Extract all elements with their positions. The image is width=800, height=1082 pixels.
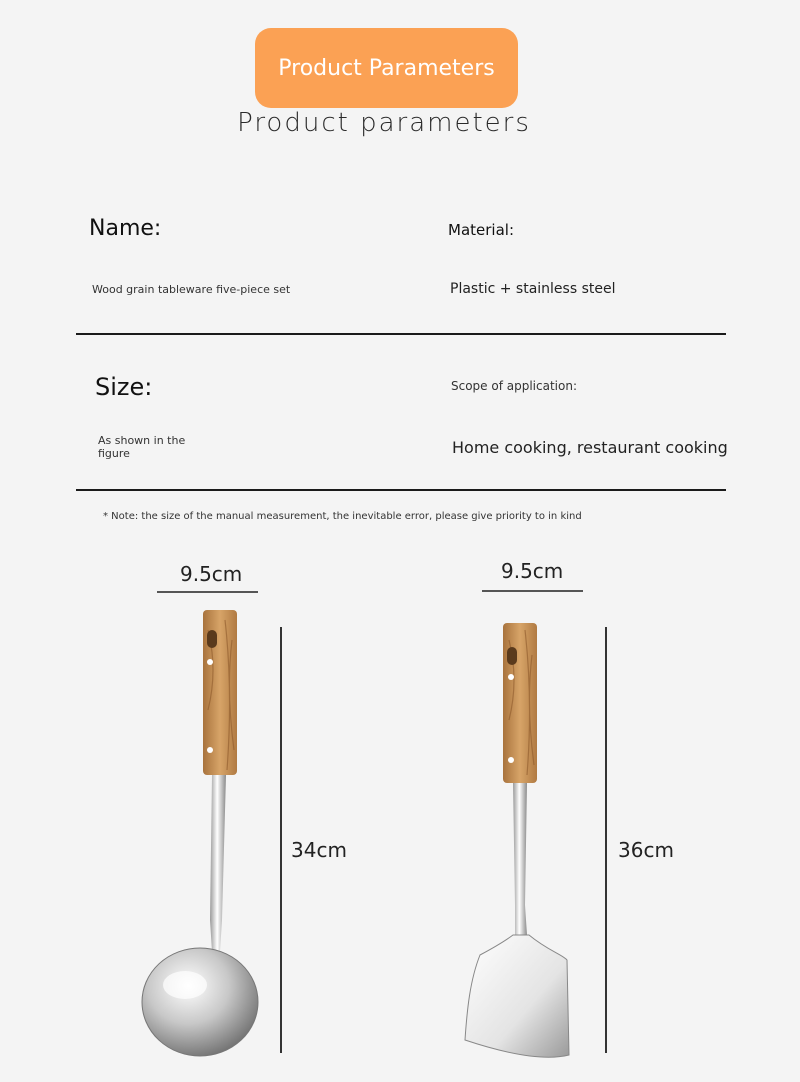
- spatula-width-line: [482, 590, 583, 592]
- ladle-width-label: 9.5cm: [180, 562, 243, 586]
- spatula-length-label: 36cm: [618, 838, 674, 862]
- product-parameters-badge: Product Parameters: [255, 28, 518, 108]
- name-label: Name:: [89, 216, 162, 241]
- name-value: Wood grain tableware five-piece set: [92, 283, 291, 296]
- spatula-width-label: 9.5cm: [501, 559, 564, 583]
- page-title: Product parameters: [237, 108, 531, 138]
- spatula-length-line: [605, 627, 607, 1053]
- scope-label: Scope of application:: [451, 379, 577, 393]
- divider-1: [76, 333, 726, 335]
- ladle-image: [130, 600, 275, 1070]
- scope-value: Home cooking, restaurant cooking: [452, 438, 728, 457]
- size-value: As shown in the figure: [98, 434, 186, 460]
- ladle-length-line: [280, 627, 282, 1053]
- material-label: Material:: [448, 221, 514, 239]
- measurement-note: * Note: the size of the manual measurement, the inevitable error, please give priority to in kind: [103, 511, 582, 522]
- size-label: Size:: [95, 373, 153, 401]
- spatula-image: [455, 615, 585, 1070]
- divider-2: [76, 489, 726, 491]
- material-value: Plastic + stainless steel: [450, 281, 616, 297]
- ladle-length-label: 34cm: [291, 838, 347, 862]
- ladle-width-line: [157, 591, 258, 593]
